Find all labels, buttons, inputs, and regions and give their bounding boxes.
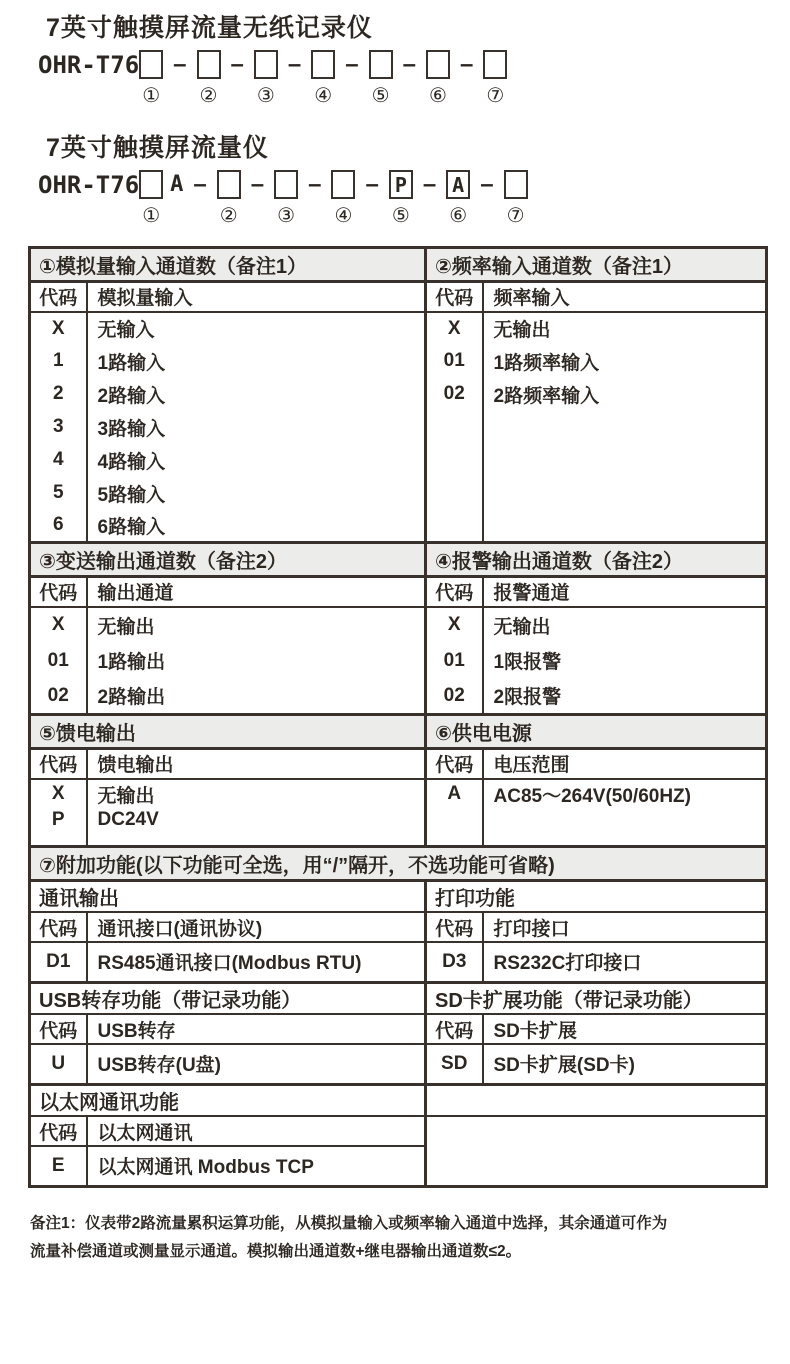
- product2-model-block: [38, 128, 790, 226]
- position-number: ②: [219, 205, 238, 227]
- cell-code: 02: [426, 679, 483, 715]
- col-header-code: 代码: [30, 282, 87, 312]
- section-6-header: ⑥供电电源: [426, 715, 767, 749]
- model-code-box-P: P: [389, 170, 413, 199]
- cell-code: 01: [47, 649, 69, 671]
- model-code-box: [331, 170, 355, 199]
- section-1-header: ①模拟量输入通道数（备注1）: [30, 248, 426, 282]
- position-number: ⑤: [371, 85, 390, 107]
- model-slot-3: [274, 170, 298, 226]
- col-header-code: 代码: [426, 749, 483, 779]
- footnote: [30, 1210, 765, 1267]
- model-slot-3: [254, 50, 278, 106]
- cell-desc: DC24V: [87, 809, 426, 847]
- col-header-code: 代码: [426, 282, 483, 312]
- cell-desc: 无输出: [87, 779, 426, 809]
- model-selection-table: [28, 246, 768, 1188]
- position-number: ④: [334, 205, 353, 227]
- col-header-code: 代码: [30, 577, 87, 607]
- column-header-row: [30, 577, 767, 607]
- subsection-sd-title: SD卡扩展功能（带记录功能）: [426, 982, 767, 1014]
- column-header-row: [30, 1014, 767, 1044]
- cell-empty: [426, 411, 483, 444]
- cell-desc: 5路输入: [87, 477, 426, 510]
- col-header-code: 代码: [426, 912, 483, 942]
- cell-desc: 2路输入: [87, 378, 426, 411]
- cell-desc: 无输出: [483, 312, 767, 345]
- position-number: ③: [277, 205, 296, 227]
- table-row: [30, 510, 767, 543]
- cell-code: 02: [426, 378, 483, 411]
- subsection-comm-title: 通讯输出: [30, 880, 426, 912]
- dash-separator: –: [173, 51, 187, 78]
- table-row: [30, 1044, 767, 1084]
- table-row: [30, 477, 767, 510]
- cell-desc: 无输出: [87, 607, 426, 643]
- cell-code: E: [51, 1154, 65, 1176]
- position-number: ②: [199, 85, 218, 107]
- col-header-code: 代码: [426, 1014, 483, 1044]
- section-header-row: [30, 543, 767, 577]
- dash-separator: –: [365, 171, 379, 198]
- table-row: [30, 607, 767, 643]
- table-row: [30, 809, 767, 847]
- cell-code: D3: [426, 942, 483, 982]
- dash-separator: –: [422, 171, 437, 198]
- model-slot-6: [426, 50, 450, 106]
- cell-code: 4: [52, 449, 64, 470]
- product1-model-code: [38, 50, 790, 106]
- position-number: ⑥: [449, 205, 468, 227]
- position-number: ⑤: [391, 205, 410, 227]
- cell-code: 3: [52, 416, 64, 437]
- section-7-header: ⑦附加功能(以下功能可全选，用“/”隔开，不选功能可省略): [30, 846, 767, 880]
- product2-model-code: [38, 170, 790, 226]
- dash-separator: –: [193, 171, 207, 198]
- cell-empty: [483, 809, 767, 847]
- cell-desc: 无输入: [87, 312, 426, 345]
- position-number: ④: [314, 85, 333, 107]
- model-code-box: [504, 170, 528, 199]
- model-prefix: OHR-T76: [38, 171, 140, 199]
- model-slot-2: [197, 50, 221, 106]
- table-row: [30, 345, 767, 378]
- cell-code: 5: [52, 482, 64, 503]
- dash-separator: –: [230, 51, 244, 78]
- cell-empty: [426, 444, 483, 477]
- model-slot-2: [217, 170, 241, 226]
- cell-empty: [426, 1084, 767, 1116]
- cell-desc: AC85～264V(50/60HZ): [483, 779, 767, 809]
- table-row: [30, 411, 767, 444]
- cell-desc: 1路输入: [87, 345, 426, 378]
- cell-code: X: [51, 317, 65, 339]
- cell-desc: RS232C打印接口: [483, 942, 767, 982]
- cell-desc: SD卡扩展(SD卡): [483, 1044, 767, 1084]
- section-header-row: [30, 715, 767, 749]
- model-slot-6: [446, 170, 470, 226]
- model-code-box: [254, 50, 278, 79]
- col-header-desc: 以太网通讯: [87, 1116, 426, 1146]
- position-number: ⑥: [428, 85, 447, 107]
- table-row: [30, 779, 767, 809]
- subsection-title-row: [30, 1084, 767, 1116]
- cell-code: A: [426, 779, 483, 809]
- cell-code: 02: [47, 684, 69, 706]
- subsection-print-title: 打印功能: [426, 880, 767, 912]
- col-header-desc: 打印接口: [483, 912, 767, 942]
- dash-separator: –: [480, 171, 494, 198]
- position-number: ③: [256, 85, 275, 107]
- footnote-line-2: 流量补偿通道或测量显示通道。模拟输出通道数+继电器输出通道数≤2。: [30, 1243, 522, 1261]
- model-code-box: [197, 50, 221, 79]
- col-header-desc: SD卡扩展: [483, 1014, 767, 1044]
- section-header-row: [30, 846, 767, 880]
- col-header-desc: USB转存: [87, 1014, 426, 1044]
- col-header-desc: 馈电输出: [87, 749, 426, 779]
- table-row: [30, 378, 767, 411]
- cell-code: 01: [426, 345, 483, 378]
- cell-desc: 4路输入: [87, 444, 426, 477]
- table-row: [30, 942, 767, 982]
- cell-code: 2: [52, 383, 64, 404]
- cell-empty: [483, 510, 767, 543]
- table-row: [30, 643, 767, 679]
- cell-code: X: [426, 312, 483, 345]
- model-slot-1: [139, 50, 163, 106]
- model-code-box-A: A: [446, 170, 470, 199]
- cell-empty: [426, 510, 483, 543]
- col-header-desc: 电压范围: [483, 749, 767, 779]
- model-code-box: [274, 170, 298, 199]
- cell-empty: [426, 809, 483, 847]
- table-row: [30, 312, 767, 345]
- cell-empty: [483, 444, 767, 477]
- cell-code: SD: [426, 1044, 483, 1084]
- product2-title: 7英寸触摸屏流量仪: [46, 134, 269, 162]
- cell-empty: [483, 411, 767, 444]
- model-code-box: [369, 50, 393, 79]
- position-number: ⑦: [506, 205, 525, 227]
- model-slot-4: [311, 50, 335, 106]
- subsection-title-row: [30, 880, 767, 912]
- footnote-line-1: 备注1：仪表带2路流量累积运算功能，从模拟量输入或频率输入通道中选择，其余通道可作为: [30, 1214, 668, 1232]
- column-header-row: [30, 282, 767, 312]
- table-row: [30, 444, 767, 477]
- cell-empty: [483, 477, 767, 510]
- cell-code: U: [51, 1052, 66, 1074]
- dash-separator: –: [345, 51, 359, 78]
- cell-code: P: [51, 808, 65, 830]
- model-slot-5: [389, 170, 413, 226]
- section-2-header: ②频率输入通道数（备注1）: [426, 248, 767, 282]
- col-header-code: 代码: [30, 749, 87, 779]
- cell-code: X: [51, 614, 65, 635]
- model-code-box: [426, 50, 450, 79]
- cell-desc: 2限报警: [483, 679, 767, 715]
- cell-code: 1: [52, 350, 64, 371]
- cell-desc: 1路频率输入: [483, 345, 767, 378]
- table-row: [30, 679, 767, 715]
- col-header-desc: 输出通道: [87, 577, 426, 607]
- section-3-header: ③变送输出通道数（备注2）: [30, 543, 426, 577]
- model-code-box: [483, 50, 507, 79]
- dash-separator: –: [250, 171, 265, 198]
- col-header-desc: 模拟量输入: [87, 282, 426, 312]
- model-slot-5: [369, 50, 393, 106]
- column-header-row: [30, 1116, 767, 1146]
- col-header-code: 代码: [30, 912, 87, 942]
- cell-desc: 6路输入: [87, 510, 426, 543]
- dash-separator: –: [402, 51, 416, 78]
- section-4-header: ④报警输出通道数（备注2）: [426, 543, 767, 577]
- model-prefix: OHR-T76: [38, 51, 140, 79]
- section-header-row: [30, 248, 767, 282]
- cell-code: D1: [46, 950, 71, 972]
- col-header-code: 代码: [30, 1014, 87, 1044]
- model-slot-7: [504, 170, 528, 226]
- subsection-ethernet-title: 以太网通讯功能: [30, 1084, 426, 1116]
- dash-separator: –: [287, 51, 302, 78]
- cell-empty: [426, 477, 483, 510]
- subsection-usb-title: USB转存功能（带记录功能）: [30, 982, 426, 1014]
- dash-separator: –: [459, 51, 474, 78]
- col-header-desc: 通讯接口(通讯协议): [87, 912, 426, 942]
- cell-desc: 1限报警: [483, 643, 767, 679]
- cell-desc: 2路频率输入: [483, 378, 767, 411]
- cell-desc: 无输出: [483, 607, 767, 643]
- col-header-code: 代码: [30, 1116, 87, 1146]
- fixed-letter-A: A: [170, 172, 184, 197]
- position-number: ①: [142, 205, 161, 227]
- product1-title: 7英寸触摸屏流量无纸记录仪: [46, 14, 373, 42]
- subsection-title-row: [30, 982, 767, 1014]
- cell-empty: [426, 1116, 767, 1186]
- model-slot-1: [139, 170, 163, 226]
- model-slot-7: [483, 50, 507, 106]
- column-header-row: [30, 749, 767, 779]
- cell-desc: 2路输出: [87, 679, 426, 715]
- cell-desc: 以太网通讯 Modbus TCP: [87, 1146, 426, 1186]
- model-code-box: [217, 170, 241, 199]
- col-header-desc: 报警通道: [483, 577, 767, 607]
- product1-model-block: [38, 0, 790, 106]
- position-number: ⑦: [486, 85, 505, 107]
- dash-separator: –: [308, 171, 322, 198]
- cell-desc: 1路输出: [87, 643, 426, 679]
- position-number: ①: [142, 85, 161, 107]
- model-slot-4: [331, 170, 355, 226]
- cell-code: 01: [426, 643, 483, 679]
- cell-code: 6: [52, 514, 64, 536]
- model-code-box: [139, 170, 163, 199]
- model-code-box: [311, 50, 335, 79]
- cell-code: X: [426, 607, 483, 643]
- model-code-box: [139, 50, 163, 79]
- cell-desc: USB转存(U盘): [87, 1044, 426, 1084]
- cell-code: X: [51, 783, 65, 804]
- col-header-desc: 频率输入: [483, 282, 767, 312]
- col-header-code: 代码: [426, 577, 483, 607]
- cell-desc: 3路输入: [87, 411, 426, 444]
- column-header-row: [30, 912, 767, 942]
- cell-desc: RS485通讯接口(Modbus RTU): [87, 942, 426, 982]
- section-5-header: ⑤馈电输出: [30, 715, 426, 749]
